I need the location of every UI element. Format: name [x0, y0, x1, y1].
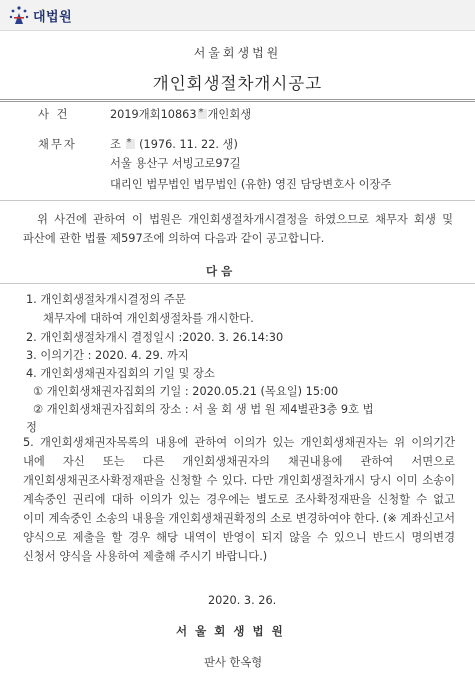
- case-number: [110, 106, 251, 122]
- item-4-2-cont: 정: [26, 421, 37, 434]
- item-4-1: ① 개인회생채권자집회의 기일 : 2020.05.21 (목요일) 15:00: [33, 385, 339, 398]
- case-label: 사 건: [38, 108, 70, 121]
- supreme-court-logo[interactable]: [8, 3, 72, 27]
- redaction-mark: [126, 139, 135, 149]
- court-name: 서울회생법원: [193, 46, 282, 60]
- debtor-name-text: 조: [110, 138, 121, 151]
- notice-date: 2020. 3. 26.: [208, 594, 277, 607]
- item-1: 1. 개인회생절차개시결정의 주문: [26, 293, 186, 306]
- heading-divider: [0, 283, 475, 284]
- item-1-sub: 채무자에 대하여 개인회생절차를 개시한다.: [43, 312, 254, 325]
- item-4-2: ② 개인회생채권자집회의 장소 : 서 울 회 생 법 원 제4별관3층 9호 법: [33, 403, 374, 416]
- debtor-name: [110, 136, 238, 152]
- debtor-address: 서울 용산구 서빙고로97길: [110, 157, 241, 170]
- case-type: 개인회생: [207, 108, 252, 121]
- signature-court: 서 울 회 생 법 원: [176, 624, 285, 638]
- item-2: 2. 개인회생절차개시 결정일시 :2020. 3. 26.14:30: [26, 331, 284, 344]
- debtor-birth: (1976. 11. 22. 생): [139, 138, 238, 151]
- supreme-court-emblem-icon: [8, 4, 30, 26]
- site-header: [0, 0, 475, 31]
- section-divider: [0, 200, 475, 201]
- section-heading: 다 음: [206, 264, 233, 278]
- notice-title: 개인회생절차개시공고: [152, 74, 323, 93]
- case-number-text: 2019개회10863: [110, 108, 197, 121]
- redaction-mark: [198, 109, 207, 119]
- title-divider-top: [0, 99, 475, 100]
- logo-text: 대법원: [33, 9, 73, 25]
- intro-paragraph: 위 사건에 관하여 이 법원은 개인회생절차개시결정을 하였으므로 채무자 회생 및 파산에 관한 법률 제597조에 의하여 다음과 같이 공고합니다.: [23, 213, 453, 245]
- debtor-label: 채무자: [38, 138, 77, 151]
- judge-name: 판사 한옥형: [204, 656, 263, 669]
- title-divider-bottom: [0, 101, 475, 102]
- debtor-agent: 대리인 법무법인 법무법인 (유한) 영진 담당변호사 이장주: [110, 178, 392, 191]
- item-3: 3. 이의기간 : 2020. 4. 29. 까지: [26, 349, 189, 362]
- item-4: 4. 개인회생채권자집회의 기일 및 장소: [26, 367, 215, 380]
- item-5: 5. 개인회생채권자목록의 내용에 관하여 이의가 있는 개인회생채권자는 위 이의기간 내에 자신 또는 다른 개인회생채권자의 채권내용에 관하여 서면으로 개인회생채권조사확정재판을 신청할 수 있다. 다만 개인회생절차개시 당시 이미 소송이 계속중인 권리에 대하 이의가 있는 경우에는 별도로 조사확정재판을 신청할 수 없고 이미 계속중인 소송의 내용을 개인회생채권확정의 소로 변경하여야 한다. (※ 계좌신고서 양식으로 제출을 할 경우 해당 내역이 반영이 되지 않을 수 있으니 반드시 명의변경 신청서 양식을 사용하여 제출해 주시기 바랍니다.): [23, 436, 455, 563]
